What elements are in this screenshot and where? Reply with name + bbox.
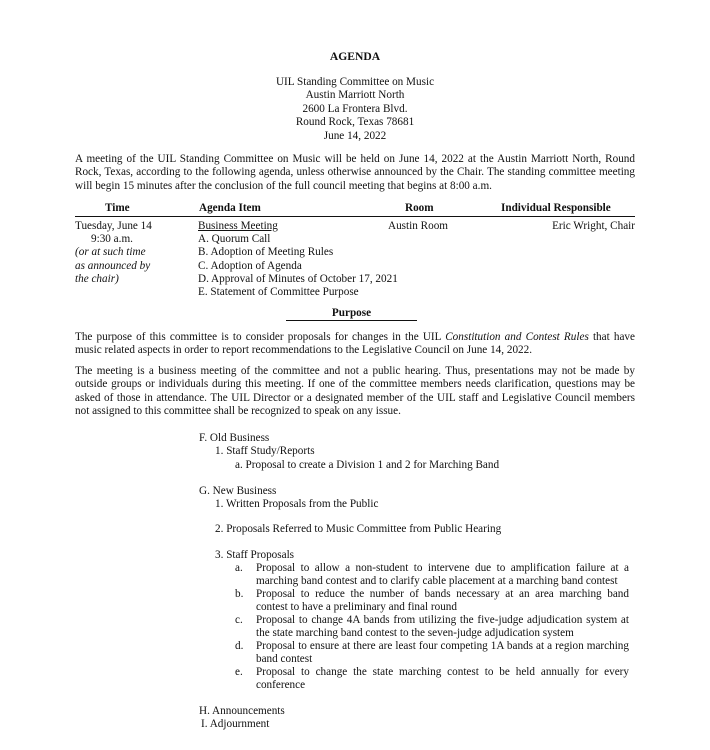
outline-subitem: Proposal to reduce the number of bands necessary at an area marching band contest to have a preliminary and final round (256, 588, 629, 614)
outline-marker: d. (235, 640, 244, 652)
list-item: C. Adoption of Agenda (198, 259, 302, 272)
room-cell: Austin Room (388, 220, 448, 232)
time-hour: 9:30 a.m. (91, 233, 133, 246)
outline-subitem: Proposal to change 4A bands from utilizing the five-judge adjudication system at the state marching band contest to the seven-judge adjudication system (256, 614, 629, 640)
purpose-text: The purpose of this committee is to consider proposals for changes in the UIL (75, 331, 446, 343)
header-agenda-item: Agenda Item (199, 202, 261, 214)
outline-marker: b. (235, 588, 244, 600)
header-time: Time (105, 202, 130, 214)
outline-marker: a. (235, 562, 243, 574)
outline-subitem: Proposal to allow a non-student to intervene due to amplification failure at a marching band contest and to clarify cable placement at a marching band contest (256, 562, 629, 588)
outline-subitem: Proposal to change the state marching contest to be held annually for every conference (256, 666, 629, 692)
list-item: B. Adoption of Meeting Rules (198, 246, 334, 259)
address-line: 2600 La Frontera Blvd. (302, 102, 408, 115)
purpose-heading: Purpose (286, 307, 417, 321)
time-cell (75, 220, 165, 286)
address-line: June 14, 2022 (323, 129, 387, 142)
outline-marker: e. (235, 666, 243, 678)
item-title: Business Meeting (198, 220, 278, 232)
outline-item: 3. Staff Proposals (215, 549, 295, 561)
purpose-text-italic: Constitution and Contest Rules (445, 331, 589, 343)
header-room: Room (405, 202, 434, 214)
meeting-address (0, 76, 710, 143)
address-line: UIL Standing Committee on Music (275, 76, 435, 88)
outline-item: 1. Written Proposals from the Public (215, 498, 379, 510)
list-item: D. Approval of Minutes of October 17, 2021 (198, 272, 398, 285)
address-line: Austin Marriott North (305, 89, 405, 102)
page-title: AGENDA (329, 50, 381, 63)
address-line: Round Rock, Texas 78681 (295, 116, 415, 129)
outline-heading: F. Old Business (199, 432, 270, 444)
outline-heading: G. New Business (199, 485, 277, 497)
purpose-paragraph (75, 331, 635, 358)
outline-marker: c. (235, 614, 243, 626)
outline-heading: H. Announcements (199, 705, 285, 717)
intro-paragraph: A meeting of the UIL Standing Committee on Music will be held on June 14, 2022 at the Austin Marriott North, Round Rock, Texas, according to the following agenda, unless otherwise announced by the Chair. The standing committee meeting will begin 15 minutes after the conclusion of the full council meeting that begins at 8:00 a.m. (75, 153, 635, 192)
outline-subitem: Proposal to ensure at there are least four competing 1A bands at a region marching band contest (256, 640, 629, 666)
outline-subitem: a. Proposal to create a Division 1 and 2 for Marching Band (235, 459, 500, 471)
time-date: Tuesday, June 14 (75, 220, 152, 232)
agenda-table-header (75, 202, 635, 217)
agenda-item-cell (198, 220, 398, 299)
agenda-table-row (75, 220, 635, 300)
list-item: E. Statement of Committee Purpose (198, 285, 359, 298)
list-item: A. Quorum Call (198, 233, 271, 246)
header-responsible: Individual Responsible (501, 202, 611, 214)
outline-item: 2. Proposals Referred to Music Committee from Public Hearing (215, 523, 502, 535)
purpose-text: that have music related aspects in order to report recommendations to the Legislative Council on June 14, 2022. (75, 331, 635, 357)
outline-item: 1. Staff Study/Reports (215, 445, 315, 457)
time-note: (or at such time (75, 246, 146, 259)
meeting-rules-paragraph: The meeting is a business meeting of the committee and not a public hearing. Thus, presentations may not be made by outside groups or individuals during this meeting. If one of the committee members needs clarification, questions may be asked of those in attendance. The UIL Director or a designated member of the UIL staff and Legislative Council members not assigned to this committee shall be recognized to speak on any issue. (75, 365, 635, 418)
time-note: as announced by (75, 259, 151, 272)
time-note: the chair) (75, 272, 119, 285)
outline-heading: I. Adjournment (201, 718, 270, 730)
responsible-cell: Eric Wright, Chair (552, 220, 635, 232)
